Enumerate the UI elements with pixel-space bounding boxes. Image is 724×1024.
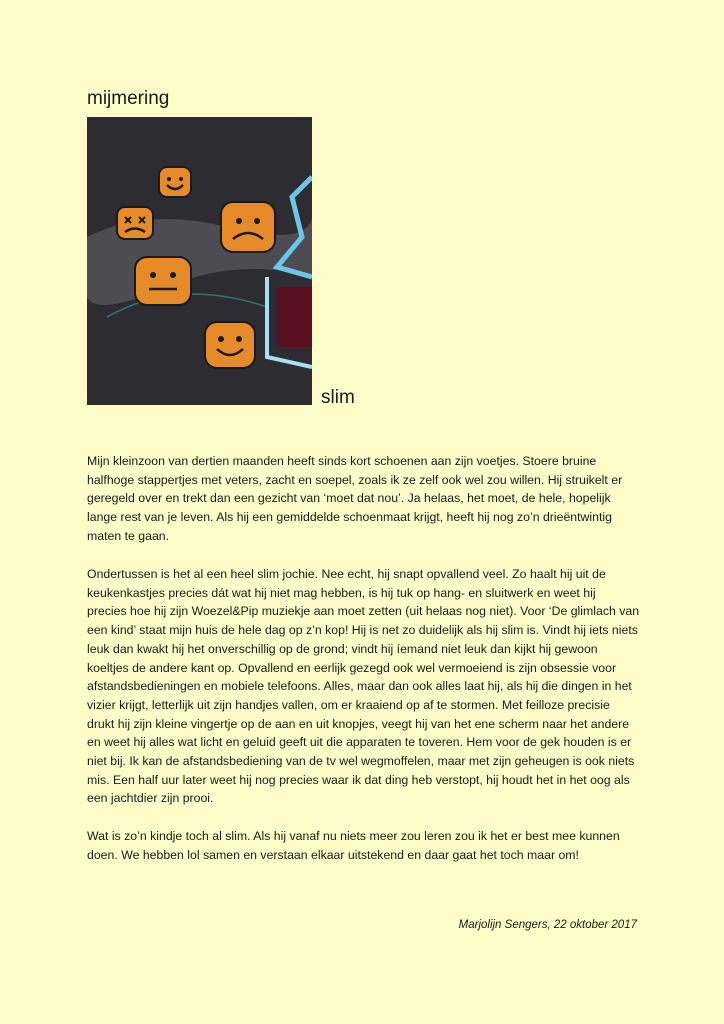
text-line: leuk dan kwakt hij het onverschillig op de grond; vindt hij íemand niet leuk dan kijkt hij gewoon (87, 641, 598, 656)
text-line: doen. We hebben lol samen en verstaan elkaar uitstekend en daar gaat het toch maar om! (87, 847, 579, 862)
paragraph-1 (87, 452, 647, 546)
text-line: geregeld over en trekt dan een gezicht van ‘moet dat nou’. Ja helaas, het moet, de hele, hopelijk (87, 491, 611, 506)
text-line: vizier krijgt, letterlijk uit zijn handjes vallen, om er kraaiend op af te stormen. Met feilloze precisie (87, 697, 610, 712)
section-heading: slim (321, 387, 355, 408)
text-line: drukt hij zijn kleine vingertje op de aan en uit knopjes, veegt hij van het ene scherm naar het andere (87, 716, 630, 731)
text-line: Mijn kleinzoon van dertien maanden heeft sinds kort schoenen aan zijn voetjes. Stoere bruine (87, 454, 597, 468)
paragraph-2 (87, 565, 647, 808)
text-line: een jachtdier zijn prooi. (87, 791, 214, 806)
text-line: een kind’ staat mijn huis de hele dag op z’n kop! Hij is net zo duidelijk als hij slim is. Vindt hij iets niets (87, 623, 638, 638)
text-line: Wat is zo’n kindje toch al slim. Als hij vanaf nu niets meer zou leren zou ik het er best mee kunnen (87, 829, 620, 843)
text-line: maten te gaan. (87, 528, 170, 543)
text-line: Ondertussen is het al een heel slim jochie. Nee echt, hij snapt opvallend veel. Zo haalt hij uit de (87, 567, 606, 581)
text-line: niet bij. Ik kan de afstandsbediening van de tv wel wegmoffelen, maar met zijn geheugen is ook niets (87, 754, 635, 769)
artwork-image (87, 117, 312, 405)
signature: Marjolijn Sengers, 22 oktober 2017 (458, 919, 637, 931)
text-line: lange rest van je leven. Als hij een gemiddelde schoenmaat krijgt, heeft hij nog zo’n drieëntwintig (87, 510, 612, 525)
page-title: mijmering (87, 88, 170, 109)
paragraph-3 (87, 827, 647, 864)
text-line: afstandsbedieningen en mobiele telefoons. Alles, maar dan ook alles laat hij, als hij die dingen in het (87, 679, 632, 694)
text-line: precies hoe hij zijn Woezel&Pip muziekje aan moet zetten (uit helaas nog niet). Voor ‘De glimlach van (87, 604, 640, 619)
text-line: halfhoge stappertjes met veters, zacht en soepel, zoals ik ze zelf ook wel zou willen. Hij struikelt er (87, 472, 623, 487)
text-line: keukenkastjes precies dát wat hij niet mag hebben, is hij tuk op hang- en sluitwerk en weet hij (87, 585, 596, 600)
text-line: mis. Een half uur later weet hij nog precies waar ik dat ding heb verstopt, hij houdt het in het oog als (87, 772, 630, 787)
text-line: koeltjes de andere kant op. Opvallend en eerlijk gezegd ook wel vermoeiend is zijn obsessie voor (87, 660, 617, 675)
text-line: en weet hij alles wat licht en geluid geeft uit die apparaten te toveren. Hem voor de gek houden is er (87, 735, 632, 750)
